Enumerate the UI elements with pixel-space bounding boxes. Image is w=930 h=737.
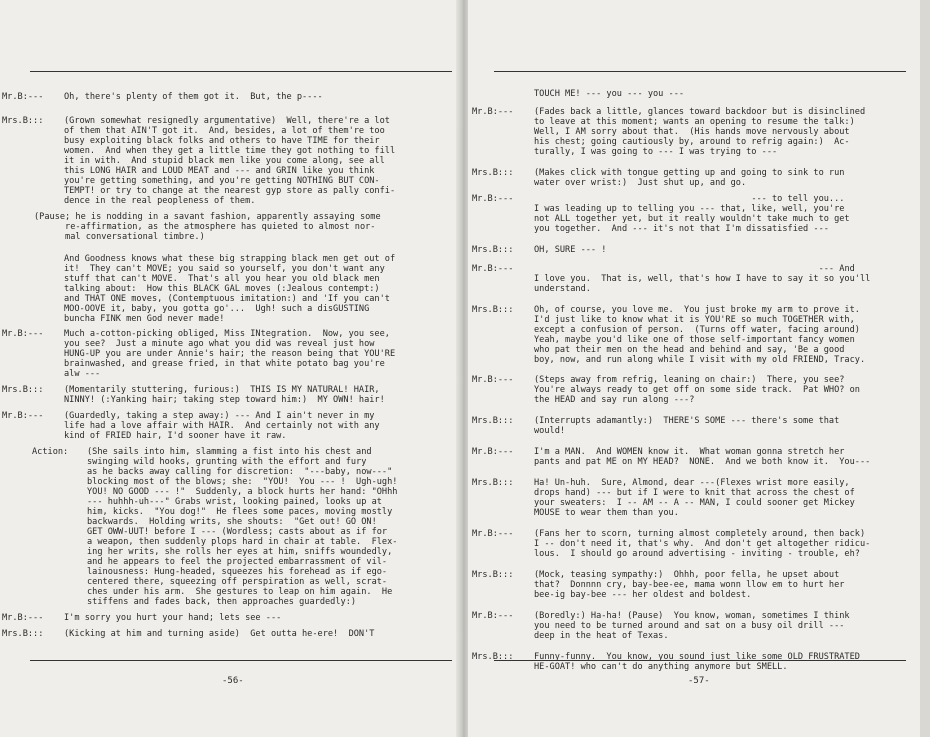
dialogue-text: (Makes click with tongue getting up and going to sink to run water over wrist:) Just shut up, and go. [534,168,845,188]
speaker-label: Action: [32,447,69,457]
speaker-label: Mr.B:--- [472,107,514,117]
speaker-label: Mrs.B::: [472,652,514,662]
dialogue-entry [472,652,912,672]
dialogue-text: TOUCH ME! --- you --- you --- [534,89,685,99]
dialogue-text: Oh, there's plenty of them got it. But, the p---- [64,92,323,102]
speaker-label: Mr.B:--- [2,411,44,421]
dialogue-entry [2,629,454,639]
speaker-label: Mrs.B::: [2,629,44,639]
dialogue-text: --- to tell you... I was leading up to telling you --- that, like, well, you're not ALL together yet, but it really wouldn't take much to get you together. And --- it's not that I'm dissatisfied --- [534,194,850,234]
dialogue-entry [2,447,454,607]
dialogue-text: (Grown somewhat resignedly argumentative) Well, there're a lot of them that AIN'T got it. And, besides, a lot of them're too busy exploiting black folks and others to have TIME for their women. And when they get a little time they got nothing to fill it in with. And stupid black men like you come along, see all this LONG HAIR and LOUD MEAT and --- and GRIN like you think you're getting something, and you're getting NOTHING BUT CON- TEMPT! or try to change at the nearest gyp store as pally confi- dence in the real peopleness of them. [64,116,396,206]
dialogue-text: (Interrupts adamantly:) THERE'S SOME --- there's some that would! [534,416,840,436]
stage-direction: (Pause; he is nodding in a savant fashion, apparently assaying some re-affirmation, as the atmosphere has quieted to almost nor- mal conversational timbre.) [34,212,381,242]
left-page [0,0,458,737]
speaker-label [2,254,64,324]
speaker-label: Mr.B:--- [472,264,514,274]
speaker-label: Mrs.B::: [472,570,514,580]
dialogue-text: Oh, of course, you love me. You just broke my arm to prove it. I'd just like to know what it is YOU'RE so much TOGETHER with, except a confusion of person. (Turns off water, facing around) Yeah, maybe you'd like one of those self-important fancy women who pat their men on the head and behind and say, 'Be a good boy, now, and run along while I visit with my old FRIEND, Tracy. [534,305,866,365]
dialogue-entry [2,254,454,324]
speaker-label: Mr.B:--- [472,529,514,539]
script-body [472,89,912,672]
speaker-label [472,89,534,99]
speaker-label: Mr.B:--- [2,613,44,623]
dialogue-entry [472,305,912,365]
speaker-label: Mr.B:--- [472,375,514,385]
dialogue-entry [472,416,912,436]
dialogue-entry [472,478,912,518]
dialogue-text: --- And I love you. That is, well, that's how I have to say it so you'll understand. [534,264,871,294]
speaker-label: Mr.B:--- [472,447,514,457]
dialogue-entry [472,245,912,255]
speaker-label: Mrs.B::: [472,478,514,488]
speaker-label: Mrs.B::: [472,305,514,315]
speaker-label: Mr.B:--- [472,611,514,621]
dialogue-text: (Kicking at him and turning aside) Get outta he-ere! DON'T [64,629,375,639]
dialogue-entry [472,89,912,99]
page-number: -56- [222,676,244,686]
dialogue-text: (Mock, teasing sympathy:) Ohhh, poor fella, he upset about that? Donnnn cry, bay-bee-ee, mama wonn llow em to hurt her bee-ig bay-bee --- her oldest and boldest. [534,570,845,600]
speaker-label: Mrs.B::: [472,168,514,178]
dialogue-entry [472,194,912,234]
dialogue-entry [2,116,454,206]
dialogue-text: (Fans her to scorn, turning almost completely around, then back) I -- don't need it, that's why. And don't get altogether ridicu- lous. I should go around advertising - inviting - trouble, eh? [534,529,871,559]
dialogue-text: (Momentarily stuttering, furious:) THIS IS MY NATURAL! HAIR, NINNY! (:Yanking hair; taking step toward him:) MY OWN! hair! [64,385,385,405]
bottom-rule [30,660,452,661]
dialogue-entry [472,375,912,405]
dialogue-text: (Guardedly, taking a step away:) --- And I ain't never in my life had a love affair with HAIR. And certainly not with any kind of FRIED hair, I'd sooner have it raw. [64,411,380,441]
dialogue-text: (Steps away from refrig, leaning on chair:) There, you see? You're always ready to get off on some side track. Pat WHO? on the HEAD and say run along ---? [534,375,860,405]
dialogue-entry [2,385,454,405]
dialogue-entry [2,411,454,441]
dialogue-text: Much a-cotton-picking obliged, Miss INtegration. Now, you see, you see? Just a minute ago what you did was reveal just how HUNG-UP you are under Annie's hair; the reason being that YOU'RE brainwashed, and grease fried, in that white potato bag you're alw --- [64,329,396,379]
dialogue-text: Funny-funny. You know, you sound just like some OLD FRUSTRATED HE-GOAT! who can't do anything anymore but SMELL. [534,652,860,672]
speaker-label: Mrs.B::: [472,245,514,255]
speaker-label: Mrs.B::: [2,385,44,395]
dialogue-entry [2,613,454,623]
speaker-label: Mr.B:--- [472,194,514,204]
dialogue-text: (She sails into him, slamming a fist into his chest and swinging wild hooks, grunting with the effort and fury as he backs away calling for discretion: "---baby, now---" blocking most of the blows; she: "YOU! You --- ! Ugh-ugh! YOU! NO GOOD --- !" Suddenly, a block hurts her hand: "OHhh --- huhhh-uh---" Grabs wrist, looking pained, looks up at him, kicks. "You dog!" He flees some paces, moving mostly backwards. Holding writs, she shouts: "Get out! GO ON! GET OWW-UUT! before I --- (Wordless; casts about as if for a weapon, then suddenly plops hard in chair at table. Flex- ing her writs, she rolls her eyes at him, sniffs woundedly, and he appears to feel the projected embarrassment of vil- lainousness: Hung-headed, squeezes his forehead as if ego- centered there, squeezing off perspiration as well, scrat- ches under his arm. She gestures to leap on him again. He stiffens and fades back, then approaches guardedly:) [87,447,398,607]
dialogue-text: I'm sorry you hurt your hand; lets see --- [64,613,282,623]
speaker-label: Mrs.B::: [472,416,514,426]
dialogue-entry [2,329,454,379]
bottom-rule [494,660,906,661]
dialogue-entry [472,529,912,559]
dialogue-text: (Boredly:) Ha-ha! (Pause) You know, woman, sometimes I think you need to be turned around and sat on a busy oil drill --- deep in the heat of Texas. [534,611,850,641]
dialogue-text: (Fades back a little, glances toward backdoor but is disinclined to leave at this moment; wants an opening to resume the talk:) Well, I AM sorry about that. (His hands move nervously about his chest; going cautiously by, around to refrig again:) Ac- turally, I was going to --- I was trying to --- [534,107,866,157]
script-body [2,84,454,639]
top-rule [494,71,906,72]
dialogue-text: OH, SURE --- ! [534,245,607,255]
top-rule [30,71,452,72]
dialogue-entry [2,92,454,102]
dialogue-entry [472,611,912,641]
dialogue-entry [472,168,912,188]
dialogue-entry [472,264,912,294]
speaker-label: Mrs.B::: [2,116,44,126]
dialogue-entry [472,447,912,467]
speaker-label: Mr.B:--- [2,329,44,339]
dialogue-text: Ha! Un-huh. Sure, Almond, dear ---(Flexes wrist more easily, drops hand) --- but if I were to knit that across the chest of your sweaters: I -- AM -- A -- MAN, I could sooner get Mickey MOUSE to wear them than you. [534,478,855,518]
speaker-label: Mr.B:--- [2,92,44,102]
right-page [468,0,920,737]
dialogue-entry [472,570,912,600]
dialogue-text: And Goodness knows what these big strapping black men get out of it! They can't MOVE; you said so yourself, you don't want any stuff that can't MOVE. That's all you hear you old black men talking about: How this BLACK GAL moves (:Jealous contempt:) and THAT ONE moves, (Contemptuous imitation:) and 'If you can't MOO-OOVE it, baby, you gotta go'... Ugh! such a disGUSTING buncha FINK men God never made! [64,254,396,324]
dialogue-text: I'm a MAN. And WOMEN know it. What woman gonna stretch her pants and pat ME on MY HEAD? NONE. And we both know it. You--- [534,447,871,467]
dialogue-entry [472,107,912,157]
page-number: -57- [688,676,710,686]
